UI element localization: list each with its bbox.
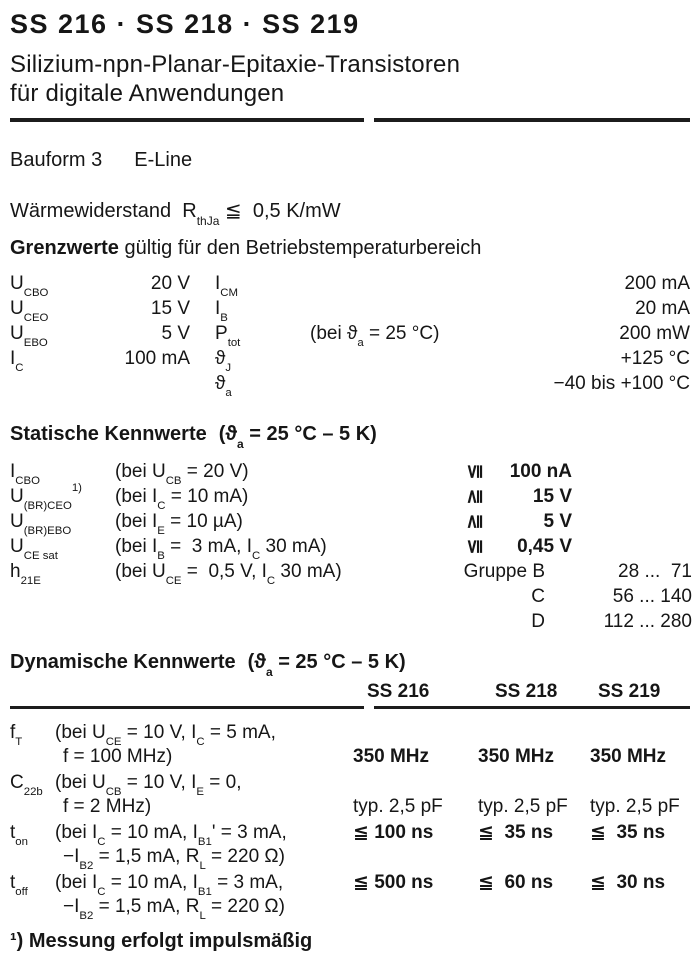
value-cell: 200 mW xyxy=(619,323,690,344)
statische-table xyxy=(10,459,690,634)
heading-condition: ($ϑ_a = 25$ °C – 5 K) xyxy=(218,423,377,451)
symbol-cell: $I_B$ xyxy=(215,298,228,325)
group-label: Gruppe B xyxy=(463,561,545,582)
symbol-cell: $C_{22b}$ xyxy=(10,772,43,799)
subtitle-line-2: für digitale Anwendungen xyxy=(10,80,285,107)
condition-cell xyxy=(310,371,495,396)
symbol-cell: $I_{CBO}$ xyxy=(10,461,40,488)
symbol-cell: $t_{on}$ xyxy=(10,822,28,849)
relation-symbol: ≦ xyxy=(462,538,485,555)
relation-symbol: ≦ xyxy=(462,463,485,480)
value-cell: 20 mA xyxy=(635,298,690,319)
table-row xyxy=(10,534,690,563)
value-cell xyxy=(105,371,190,396)
value-ss218: typ. 2,5 pF xyxy=(478,796,568,817)
symbol-cell: $h_{21E}$ xyxy=(10,561,41,588)
section-heading-statische xyxy=(10,422,690,451)
value-cell: 20 V xyxy=(150,273,190,294)
group-range: 112 ... 280 xyxy=(603,611,692,632)
divider-segment xyxy=(374,118,690,122)
value-ss219: 350 MHz xyxy=(590,746,667,767)
condition-line-2: $-I_{B2} = 1,5$ mA, $R_L = 220$ Ω) xyxy=(63,896,285,923)
header-divider xyxy=(10,118,690,122)
value-ss216: ≦ 500 ns xyxy=(353,872,434,893)
table-row xyxy=(10,271,690,300)
column-header-ss216: SS 216 xyxy=(367,681,430,702)
heading-bold: Grenzwerte xyxy=(10,237,119,259)
table-row xyxy=(10,721,690,769)
value-ss216: 350 MHz xyxy=(353,746,430,767)
condition-cell xyxy=(310,346,495,371)
condition-cell: (bei $I_E = 10$ µA) xyxy=(115,511,243,538)
condition-cell: (bei $I_B = 3$ mA, $I_C$ 30 mA) xyxy=(115,536,327,563)
condition-line-2: f = 100 MHz) xyxy=(63,746,173,767)
value-cell: 5 V xyxy=(543,511,572,532)
symbol-cell: $U_{CBO}$ xyxy=(10,273,49,300)
page-title: SS 216 · SS 218 · SS 219 xyxy=(10,9,360,39)
table-row xyxy=(10,346,690,375)
table-row xyxy=(10,509,690,538)
section-heading-dynamische xyxy=(10,650,690,679)
condition-line-1: (bei $U_{CE} = 10$ V, $I_C = 5$ mA, xyxy=(55,722,276,749)
package-value: E-Line xyxy=(134,149,193,171)
value-ss218: ≦ 60 ns xyxy=(478,872,554,893)
package-label: Bauform 3 xyxy=(10,149,103,171)
symbol-cell: $U_{EBO}$ xyxy=(10,323,48,350)
value-ss218: 350 MHz xyxy=(478,746,555,767)
column-header-ss219: SS 219 xyxy=(598,681,661,702)
symbol-cell: $I_{CM}$ xyxy=(215,273,238,300)
section-heading-grenzwerte xyxy=(10,236,690,261)
condition-cell: (bei $I_C = 10$ mA) xyxy=(115,486,249,513)
group-range: 56 ... 140 xyxy=(612,586,692,607)
group-label: C xyxy=(531,586,545,607)
table-row xyxy=(10,459,690,488)
condition-cell: (bei $U_{CB} = 20$ V) xyxy=(115,461,249,488)
value-cell: −40 bis +100 °C xyxy=(553,373,690,394)
symbol-cell: $I_C$ xyxy=(10,348,24,375)
relation-symbol: ≧ xyxy=(462,488,485,505)
heading-rest: gültig für den Betriebstemperaturbereich xyxy=(118,237,482,259)
table-divider xyxy=(10,706,690,709)
table-row xyxy=(10,609,690,634)
condition-line-1: (bei $U_{CB} = 10$ V, $I_E = 0$, xyxy=(55,772,242,799)
package-line xyxy=(10,148,690,173)
value-ss219: ≦ 35 ns xyxy=(590,822,666,843)
symbol-cell: $ϑ_J$ xyxy=(215,348,232,375)
type-column-headers xyxy=(10,679,690,704)
table-row xyxy=(10,481,690,513)
value-ss219: typ. 2,5 pF xyxy=(590,796,680,817)
condition-line-1: (bei $I_C = 10$ mA, $I_{B1}' = 3$ mA, xyxy=(55,822,287,849)
table-row xyxy=(10,371,690,400)
condition-line-2: $-I_{B2} = 1,5$ mA, $R_L = 220$ Ω) xyxy=(63,846,285,873)
table-row xyxy=(10,296,690,325)
table-row xyxy=(10,771,690,819)
symbol-cell: $U_{CEO}$ xyxy=(10,298,49,325)
divider-segment xyxy=(10,706,364,709)
thermal-resistance-line: Wärmewiderstand $R_{thJa}$ ≦ 0,5 K/mW xyxy=(10,200,341,228)
value-cell: +125 °C xyxy=(620,348,690,369)
condition-cell: (bei $ϑ_a = 25$ °C) xyxy=(310,323,440,350)
value-cell: 200 mA xyxy=(624,273,690,294)
value-cell: 100 nA xyxy=(509,461,572,482)
table-row xyxy=(10,871,690,923)
condition-line-1: (bei $I_C = 10$ mA, $I_{B1} = 3$ mA, xyxy=(55,872,284,899)
symbol-cell: $P_{tot}$ xyxy=(215,323,241,350)
table-row xyxy=(10,321,690,350)
group-range: 28 ... 71 xyxy=(618,561,692,582)
divider-segment xyxy=(10,118,364,122)
group-label: D xyxy=(531,611,545,632)
condition-cell xyxy=(310,296,495,321)
table-row xyxy=(10,584,690,609)
condition-cell xyxy=(310,271,495,296)
table-row xyxy=(10,559,692,588)
symbol-cell: $U_{(BR)CEO}^{1)}$ xyxy=(10,481,82,513)
symbol-cell: $U_{CE sat}$ xyxy=(10,536,58,563)
value-ss216: ≦ 100 ns xyxy=(353,822,434,843)
symbol-cell: $t_{off}$ xyxy=(10,872,28,899)
value-ss219: ≦ 30 ns xyxy=(590,872,666,893)
symbol-cell: $ϑ_a$ xyxy=(215,373,232,400)
divider-segment xyxy=(374,706,690,709)
value-cell: 5 V xyxy=(161,323,190,344)
relation-symbol: ≧ xyxy=(462,513,485,530)
symbol-cell: $U_{(BR)EBO}$ xyxy=(10,511,72,538)
dynamische-table xyxy=(10,721,690,923)
condition-cell: (bei $U_{CE} = 0,5$ V, $I_C$ 30 mA) xyxy=(115,561,342,588)
subtitle-line-1: Silizium-npn-Planar-Epitaxie-Transistoren xyxy=(10,51,461,78)
heading-bold: Dynamische Kennwerte xyxy=(10,651,236,673)
value-cell: 0,45 V xyxy=(517,536,572,557)
value-cell: 15 V xyxy=(532,486,572,507)
table-row xyxy=(10,821,690,873)
symbol-cell: $f_T$ xyxy=(10,722,23,749)
column-header-ss218: SS 218 xyxy=(495,681,558,702)
symbol-cell xyxy=(10,371,105,396)
condition-line-2: f = 2 MHz) xyxy=(63,796,152,817)
heading-bold: Statische Kennwerte xyxy=(10,423,207,445)
value-ss216: typ. 2,5 pF xyxy=(353,796,443,817)
grenzwerte-table xyxy=(10,271,690,400)
value-cell: 100 mA xyxy=(124,348,190,369)
heading-condition: ($ϑ_a = 25$ °C – 5 K) xyxy=(247,651,406,679)
value-ss218: ≦ 35 ns xyxy=(478,822,554,843)
value-cell: 15 V xyxy=(150,298,190,319)
footnote: ¹) Messung erfolgt impulsmäßig xyxy=(10,930,313,952)
